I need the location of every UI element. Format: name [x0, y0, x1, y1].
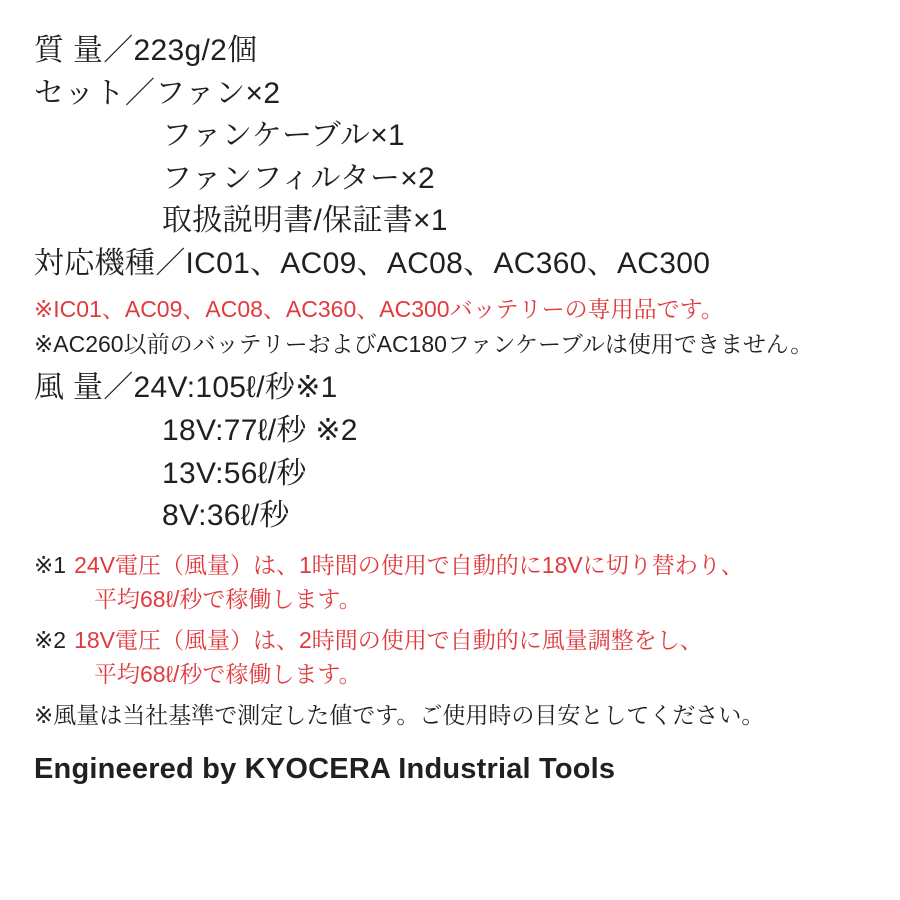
spec-set-item-3-text: 取扱説明書/保証書×1 — [162, 204, 448, 238]
spec-compatible-models — [34, 243, 872, 286]
spec-airflow-18v-text: 18V:77ℓ/秒 ※2 — [162, 414, 358, 448]
spec-airflow-24v — [34, 367, 872, 410]
spec-airflow-13v — [34, 453, 872, 496]
spec-compatible-models-text: 対応機種／IC01、AC09、AC08、AC360、AC300 — [34, 246, 711, 280]
note-dedicated-text: ※IC01、AC09、AC08、AC360、AC300バッテリーの専用品です。 — [34, 295, 724, 322]
spec-set-item-1-text: ファンケーブル×1 — [162, 119, 406, 153]
spec-weight-text: 質 量／223g/2個 — [34, 34, 258, 67]
footnote-1-line1: 24V電圧（風量）は、1時間の使用で自動的に18Vに切り替わり、 — [74, 551, 744, 578]
spec-weight — [34, 30, 872, 73]
spec-set — [34, 73, 872, 116]
spec-set-text: セット／ファン×2 — [34, 76, 281, 110]
spec-airflow-24v-text: 風 量／24V:105ℓ/秒※1 — [34, 371, 338, 405]
note-measurement — [34, 698, 872, 733]
spacer-before-footnotes — [34, 538, 872, 548]
footnote-1-marker: ※1 — [34, 551, 67, 578]
note-incompatible — [34, 327, 872, 362]
footnote-1 — [34, 548, 872, 583]
spec-airflow-8v — [34, 495, 872, 538]
footnote-1-line2: 平均68ℓ/秒で稼働します。 — [94, 586, 362, 613]
spec-airflow-13v-text: 13V:56ℓ/秒 — [162, 456, 307, 490]
footnote-2-line2: 平均68ℓ/秒で稼働します。 — [94, 661, 362, 688]
note-dedicated — [34, 292, 872, 327]
spec-airflow-8v-text: 8V:36ℓ/秒 — [162, 499, 290, 533]
spec-set-item-2 — [34, 158, 872, 201]
footnote-2 — [34, 623, 872, 658]
spec-set-item-1 — [34, 115, 872, 158]
spec-airflow-18v — [34, 410, 872, 453]
note-measurement-text: ※風量は当社基準で測定した値です。ご使用時の目安としてください。 — [34, 701, 765, 728]
footnote-2-line1: 18V電圧（風量）は、2時間の使用で自動的に風量調整をし、 — [74, 626, 703, 653]
spec-set-item-2-text: ファンフィルター×2 — [162, 161, 436, 195]
footer-engineered-by: Engineered by KYOCERA Industrial Tools — [34, 752, 616, 785]
spec-set-item-3 — [34, 200, 872, 243]
note-incompatible-text: ※AC260以前のバッテリーおよびAC180ファンケーブルは使用できません。 — [34, 330, 814, 357]
footnote-2-marker: ※2 — [34, 626, 67, 653]
